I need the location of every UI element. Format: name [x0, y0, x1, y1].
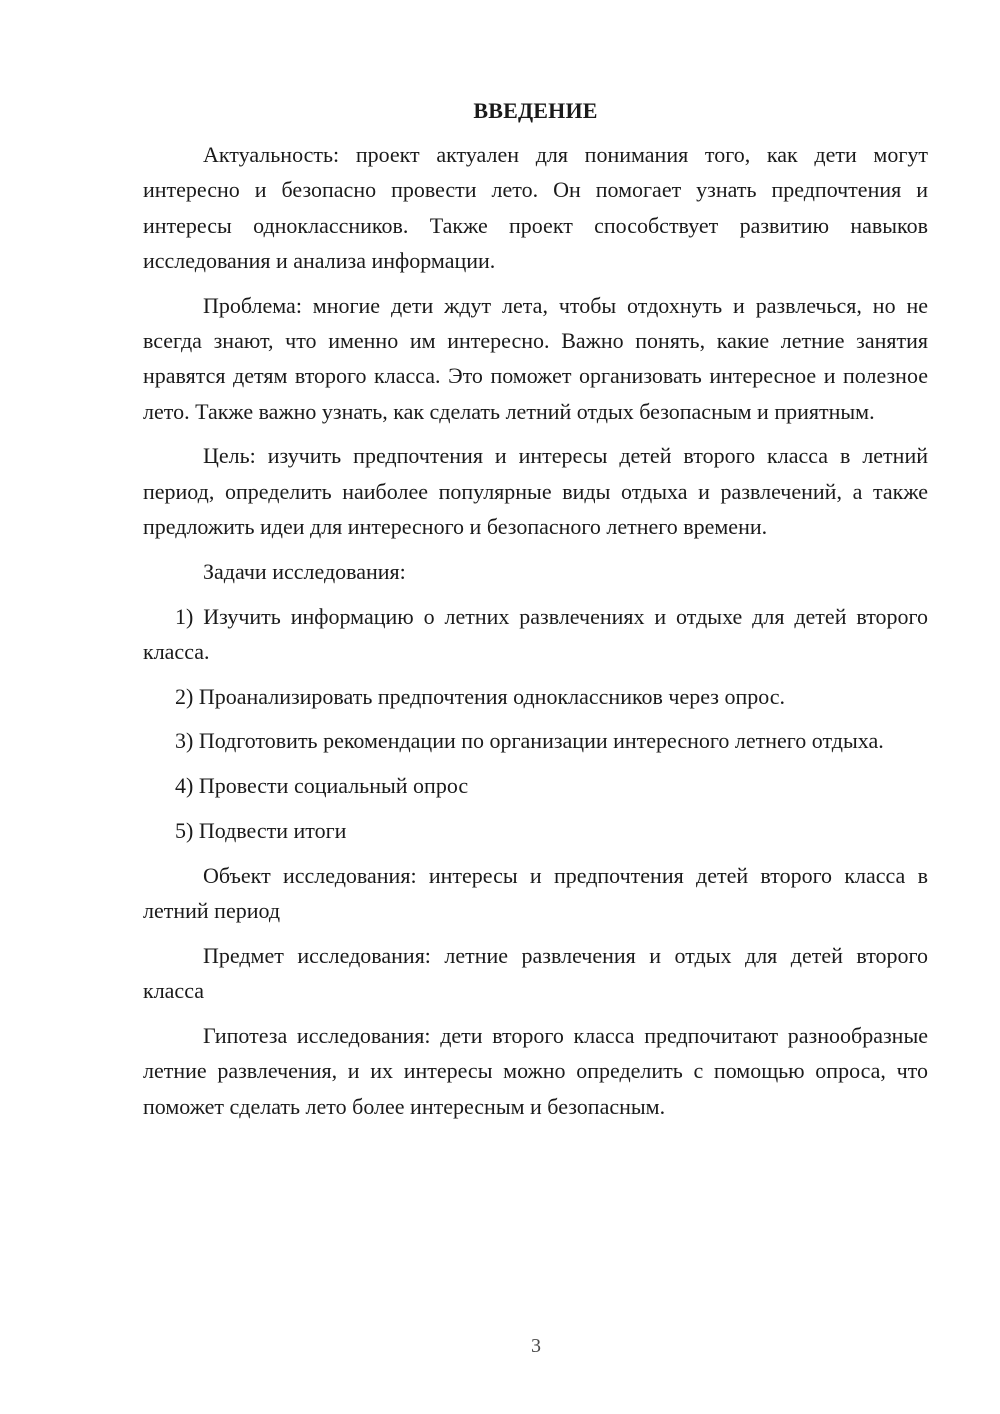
paragraph-hypothesis: Гипотеза исследования: дети второго класса предпочитают разнообразные летние развлечения, и их интересы можно определить с помощью опроса, что поможет сделать лето более интересным и безопасным.	[143, 1023, 928, 1119]
task-item-4: 4) Провести социальный опрос	[175, 773, 469, 799]
task-item-3: 3) Подготовить рекомендации по организации интересного летнего отдыха.	[175, 728, 884, 754]
task-item-2: 2) Проанализировать предпочтения одноклассников через опрос.	[175, 683, 786, 709]
paragraph-goal: Цель: изучить предпочтения и интересы детей второго класса в летний период, определить наиболее популярные виды отдыха и развлечений, а также предложить идеи для интересного и безопасного летнего времени.	[143, 443, 928, 539]
task-item-5: 5) Подвести итоги	[175, 818, 347, 844]
page-content	[143, 96, 928, 1133]
paragraph-object: Объект исследования: интересы и предпочтения детей второго класса в летний период	[143, 862, 928, 924]
section-title: ВВЕДЕНИЕ	[473, 98, 598, 123]
paragraph-subject: Предмет исследования: летние развлечения и отдых для детей второго класса	[143, 942, 928, 1004]
paragraph-problem: Проблема: многие дети ждут лета, чтобы отдохнуть и развлечься, но не всегда знают, что именно им интересно. Важно понять, какие летние занятия нравятся детям второго класса. Это поможет организовать интересное и полезное лето. Также важно узнать, как сделать летний отдых безопасным и приятным.	[143, 292, 928, 424]
paragraph-relevance: Актуальность: проект актуален для понимания того, как дети могут интересно и безопасно провести лето. Он помогает узнать предпочтения и интересы одноклассников. Также проект способствует развитию навыков исследования и анализа информации.	[143, 142, 928, 273]
task-item-1: 1) Изучить информацию о летних развлечениях и отдыхе для детей второго класса.	[143, 603, 928, 664]
tasks-heading: Задачи исследования:	[203, 558, 406, 584]
page-number: 3	[531, 1335, 541, 1357]
